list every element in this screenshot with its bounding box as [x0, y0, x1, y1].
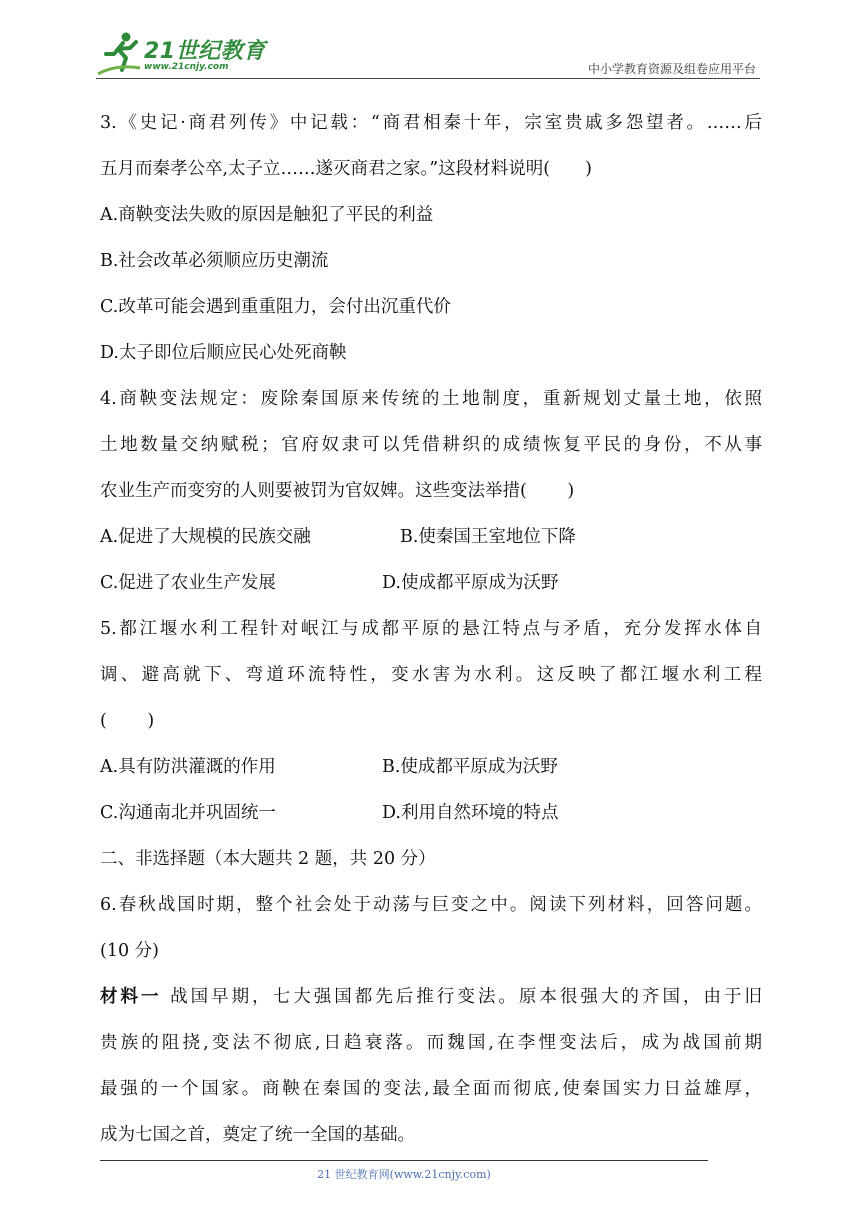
- q3-stem-line-2: 五月而秦孝公卒,太子立……遂灭商君之家。”这段材料说明( ): [100, 159, 592, 179]
- q5-stem-line-2: 调、避高就下、弯道环流特性，变水害为水利。这反映了都江堰水利工程: [100, 665, 762, 685]
- q6-stem-line-2: (10 分): [100, 941, 159, 961]
- q5-options-row-2: [100, 790, 762, 836]
- q3-option-c: C.改革可能会遇到重重阻力，会付出沉重代价: [100, 297, 451, 317]
- q4-options-row-1: [100, 514, 762, 560]
- q5-option-d: D.利用自然环境的特点: [382, 803, 559, 823]
- q6-material-line-1: [100, 974, 762, 1020]
- logo-text: 21世纪教育: [144, 39, 266, 64]
- q5-stem-line-1: 5.都江堰水利工程针对岷江与成都平原的悬江特点与矛盾，充分发挥水体自: [100, 619, 762, 639]
- material-text-1: 战国早期，七大强国都先后推行变法。原本很强大的齐国，由于旧: [161, 987, 763, 1007]
- q5-options-row-1: [100, 744, 762, 790]
- q3-stem-line-1: 3.《史记·商君列传》中记载：“商君相秦十年，宗室贵戚多怨望者。……后: [100, 113, 762, 133]
- runner-logo-icon: [96, 30, 142, 76]
- q5-stem-line-3: ( ): [100, 711, 155, 731]
- q4-option-b: B.使秦国王室地位下降: [400, 527, 576, 547]
- q3-option-d: D.太子即位后顺应民心处死商鞅: [100, 343, 347, 363]
- q6-stem-line-1: 6.春秋战国时期，整个社会处于动荡与巨变之中。阅读下列材料，回答问题。: [100, 895, 762, 915]
- q5-option-a: A.具有防洪灌溉的作用: [100, 757, 276, 777]
- q6-material-line-2: 贵族的阻挠,变法不彻底,日趋衰落。而魏国,在李悝变法后，成为战国前期: [100, 1033, 762, 1053]
- q4-stem-line-2: 土地数量交纳赋税；官府奴隶可以凭借耕织的成绩恢复平民的身份，不从事: [100, 435, 762, 455]
- q3-option-b: B.社会改革必须顺应历史潮流: [100, 251, 329, 271]
- q4-options-row-2: [100, 560, 762, 606]
- q4-option-d: D.使成都平原成为沃野: [382, 573, 559, 593]
- page-footer: 21 世纪教育网(www.21cnjy.com): [317, 1168, 491, 1181]
- header-divider: [96, 78, 760, 79]
- platform-name: 中小学教育资源及组卷应用平台: [587, 62, 756, 76]
- q5-option-c: C.沟通南北并巩固统一: [100, 803, 276, 823]
- q3-option-a: A.商鞅变法失败的原因是触犯了平民的利益: [100, 205, 434, 225]
- q4-option-a: A.促进了大规模的民族交融: [100, 527, 311, 547]
- q5-option-b: B.使成都平原成为沃野: [382, 757, 558, 777]
- document-body: [100, 100, 762, 1158]
- material-label: 材料一: [100, 987, 162, 1007]
- footer-divider: [100, 1160, 708, 1161]
- q4-stem-line-1: 4.商鞅变法规定：废除秦国原来传统的土地制度，重新规划丈量土地，依照: [100, 389, 762, 409]
- q6-material-line-4: 成为七国之首，奠定了统一全国的基础。: [100, 1125, 415, 1145]
- q4-option-c: C.促进了农业生产发展: [100, 573, 276, 593]
- site-logo: [96, 30, 266, 80]
- section-2-title: 二、非选择题（本大题共 2 题，共 20 分）: [100, 849, 436, 869]
- page-header: [0, 0, 860, 80]
- logo-url: www.21cnjy.com: [144, 62, 229, 72]
- q6-material-line-3: 最强的一个国家。商鞅在秦国的变法,最全面而彻底,使秦国实力日益雄厚，: [100, 1079, 762, 1099]
- q4-stem-line-3: 农业生产而变穷的人则要被罚为官奴婢。这些变法举措( ): [100, 481, 575, 501]
